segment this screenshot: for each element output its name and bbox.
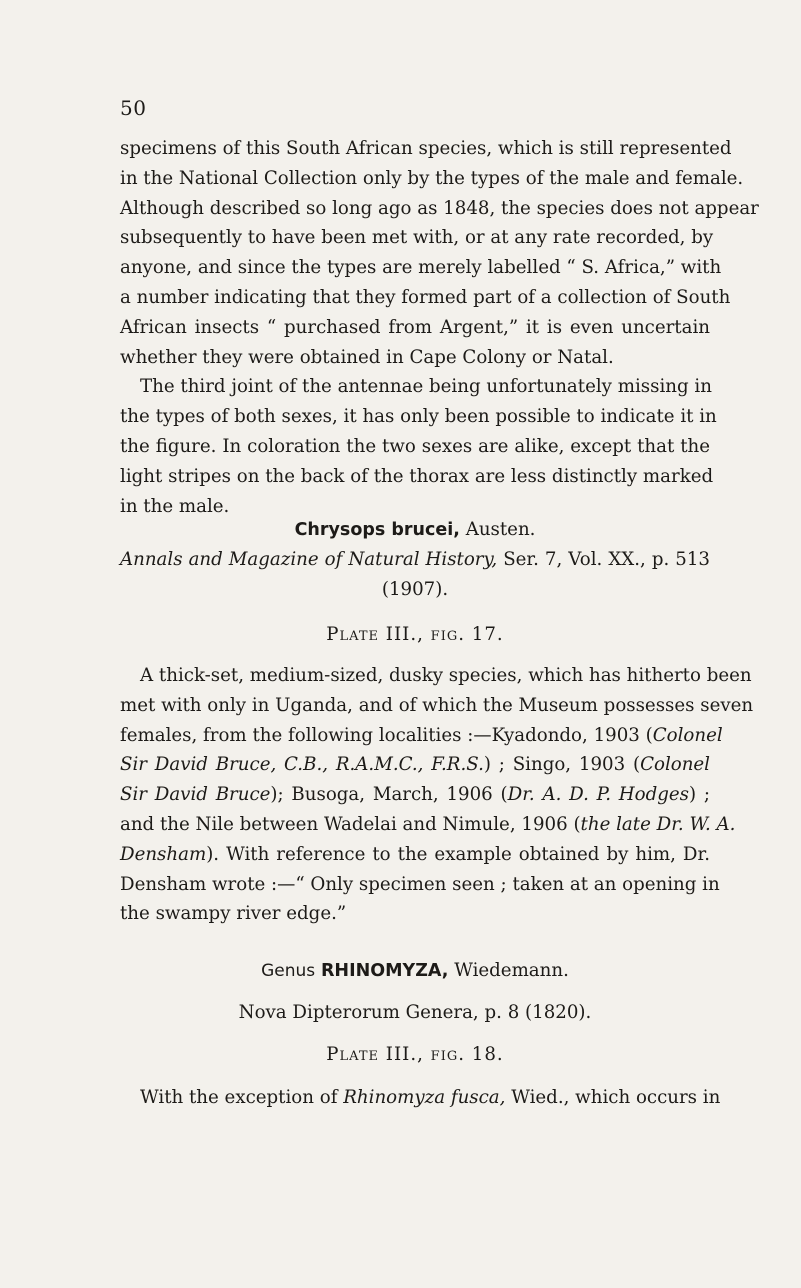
text-line: The third joint of the antennae being unfortunately missing in xyxy=(140,376,712,398)
species-reference xyxy=(120,545,710,605)
text-line: specimens of this South African species, which is still represented xyxy=(120,138,732,159)
text-line: met with only in Uganda, and of which the Museum possesses seven xyxy=(120,694,754,716)
text-line: anyone, and since the types are merely labelled “ S. Africa,” with xyxy=(120,257,722,279)
genus-reference-text: Nova Dipterorum Genera, p. 8 (1820). xyxy=(238,1002,592,1023)
page-number: 50 xyxy=(120,96,147,120)
text-line: the types of both sexes, it has only been possible to indicate it in xyxy=(120,406,717,428)
species-heading xyxy=(120,515,710,545)
text-line: Densham wrote :—“ Only specimen seen ; taken at an opening in xyxy=(120,873,720,895)
text-line: light stripes on the back of the thorax are less distinctly marked xyxy=(120,465,714,487)
genus-reference xyxy=(120,998,710,1028)
plate-reference xyxy=(120,620,710,650)
genus-name: RHINOMYZA, xyxy=(320,961,449,981)
genus-heading xyxy=(120,956,710,986)
paragraph-description xyxy=(120,661,754,929)
text-line: the swampy river edge.” xyxy=(120,903,347,925)
text-line: a number indicating that they formed part of a collection of South xyxy=(120,286,731,308)
species-author: Austen. xyxy=(465,519,536,540)
text-line: whether they were obtained in Cape Colony or Natal. xyxy=(120,346,614,368)
text-line: Densham). With reference to the example obtained by him, Dr. xyxy=(120,843,710,865)
text-line: females, from the following localities :—Kyadondo, 1903 (Colonel xyxy=(120,724,723,746)
text-line: in the National Collection only by the types of the male and female. xyxy=(120,167,744,189)
text-line: Sir David Bruce, C.B., R.A.M.C., F.R.S.) ; Singo, 1903 (Colonel xyxy=(120,754,711,776)
genus-label: Genus xyxy=(261,961,316,981)
genus-plate-reference xyxy=(120,1040,710,1070)
journal-title: Annals and Magazine of Natural History, xyxy=(120,549,498,570)
paragraph-genus xyxy=(120,1083,721,1113)
genus-author: Wiedemann. xyxy=(454,960,569,981)
paragraph-intro xyxy=(120,134,759,521)
text-line: African insects “ purchased from Argent,” it is even uncertain xyxy=(120,316,710,338)
reference-detail: Ser. 7, Vol. XX., p. 513 xyxy=(503,549,710,570)
text-line: and the Nile between Wadelai and Nimule, 1906 (the late Dr. W. A. xyxy=(120,813,736,835)
text-line: Although described so long ago as 1848, the species does not appear xyxy=(120,197,759,219)
species-name: Chrysops brucei, xyxy=(294,520,460,540)
text-line: With the exception of Rhinomyza fusca, Wied., which occurs in xyxy=(140,1087,721,1108)
plate-label: Plate III., fig. 17. xyxy=(326,624,504,645)
reference-line xyxy=(120,545,710,575)
text-line: Sir David Bruce); Busoga, March, 1906 (Dr. A. D. P. Hodges) ; xyxy=(120,784,710,806)
reference-year: (1907). xyxy=(381,578,449,600)
text-line: A thick-set, medium-sized, dusky species, which has hitherto been xyxy=(140,665,752,686)
text-line: subsequently to have been met with, or at any rate recorded, by xyxy=(120,227,714,249)
text-line: in the male. xyxy=(120,495,230,517)
text-line: the figure. In coloration the two sexes are alike, except that the xyxy=(120,435,710,457)
plate-label: Plate III., fig. 18. xyxy=(326,1044,504,1065)
